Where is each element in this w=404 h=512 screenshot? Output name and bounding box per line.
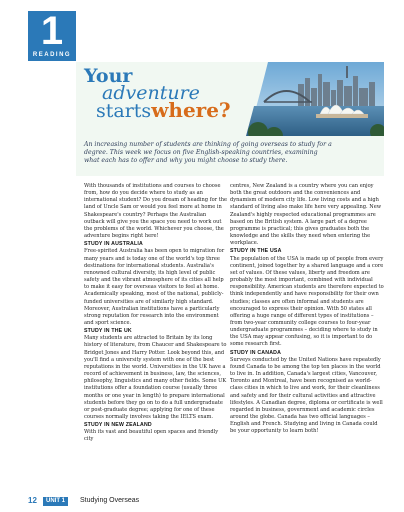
section-label: READING [32,52,72,58]
page-footer [28,496,228,508]
title-starts: starts [96,100,152,122]
page-number: 12 [28,496,37,505]
title-line-1: Your [84,65,133,87]
paragraph-new-zealand-cont: centres, New Zealand is a country where you can enjoy both the great outdoors and the conveniences and dynamism of modern city life. Low living costs and a high standard of living also make life here very appealing. New Zealand's highly respected educational programmes are based on the British system. A large part of a degree programme is practical; this gives graduates both the knowledge and the skills they need when entering the workplace. [230,183,382,247]
title-line-2: adventure [102,82,200,104]
title-line-3 [84,98,254,122]
paragraph-australia: Free-spirited Australia has been open to migration for many years and is today one of the world's top three destinations for international students. Australia's renowned cultural diversity, its high level of public safety and the vibrant atmosphere of its cities all help to make it easy for overseas visitors to feel at home. Academically speaking, most of the national, publicly-funded universities are of similarly high standard. Moreover, Australian institutions have a particularly strong reputation for research into the environment and sport science. [84,248,225,326]
unit-tab [28,11,76,61]
paragraph-usa: The population of the USA is made up of people from every continent, joined together by a shared language and a core set of values. Of these values, liberty and freedom are probably the most important, combined with individual responsibility. American students are therefore expected to think independently and have responsibility for their own studies; classes are often informal and students are encouraged to express their opinion. With 50 states all offering a huge range of different types of institutions – from two-year community college courses to four-year undergraduate programmes – deciding where to study in the USA may appear confusing, so it is important to do some research first. [230,255,384,348]
title-where: where? [151,98,231,122]
unit-badge: UNIT 1 [43,497,68,506]
heading-new-zealand: STUDY IN NEW ZEALAND [84,422,152,429]
right-column [230,183,384,435]
section-title: Studying Overseas [80,497,140,504]
left-column [84,183,228,444]
heading-canada: STUDY IN CANADA [230,349,282,356]
paragraph-canada: Surveys conducted by the United Nations have repeatedly found Canada to be among the top ten places in the world to live in. In addition, Canada's largest cities, Vancouver, Toronto and Montreal, have been recognised as world-class cities in which to live and work, for their cleanliness and safety and for their cultural activities and attractive lifestyles. A Canadian degree, diploma or certificate is well regarded in business, government and academic circles around the globe. Canada has two official languages – English and French. Studying and living in Canada could be your opportunity to learn both! [230,356,383,435]
article-title [84,65,254,122]
unit-number: 1 [40,9,64,53]
heading-usa: STUDY IN THE USA [230,248,282,255]
paragraph-uk: Many students are attracted to Britain by its long history of literature, from Chaucer and Shakespeare to Bridget Jones and Harry Potter. Look beyond this, and you'll find a university system with one of the best reputations in the world. Universities in the UK have a record of achievement in business, law, the sciences, philosophy, linguistics and many other fields. Some UK institutions offer a foundation course (usually three months or one year in length) to prepare international students before they go on to do a full undergraduate or post-graduate degree; applying for one of these courses normally involves taking the IELTS exam. [84,335,227,420]
heading-australia: STUDY IN AUSTRALIA [84,241,143,248]
heading-uk: STUDY IN THE UK [84,328,132,335]
paragraph-intro: With thousands of institutions and courses to choose from, how do you decide where to study as an international student? Do you dream of heading for the land of Uncle Sam or would you feel more at home in Shakespeare's country? Perhaps the Australian outback will give you the space you need to work out the problems of the world. Whichever you choose, the adventure begins right here! [84,183,228,240]
intro-text: An increasing number of students are thinking of going overseas to study for a degree. This week we focus on five English-speaking countries, examining what each has to offer and why you might choose to study there. [84,141,332,164]
paragraph-new-zealand-start: With its vast and beautiful open spaces and friendly city [84,429,219,443]
